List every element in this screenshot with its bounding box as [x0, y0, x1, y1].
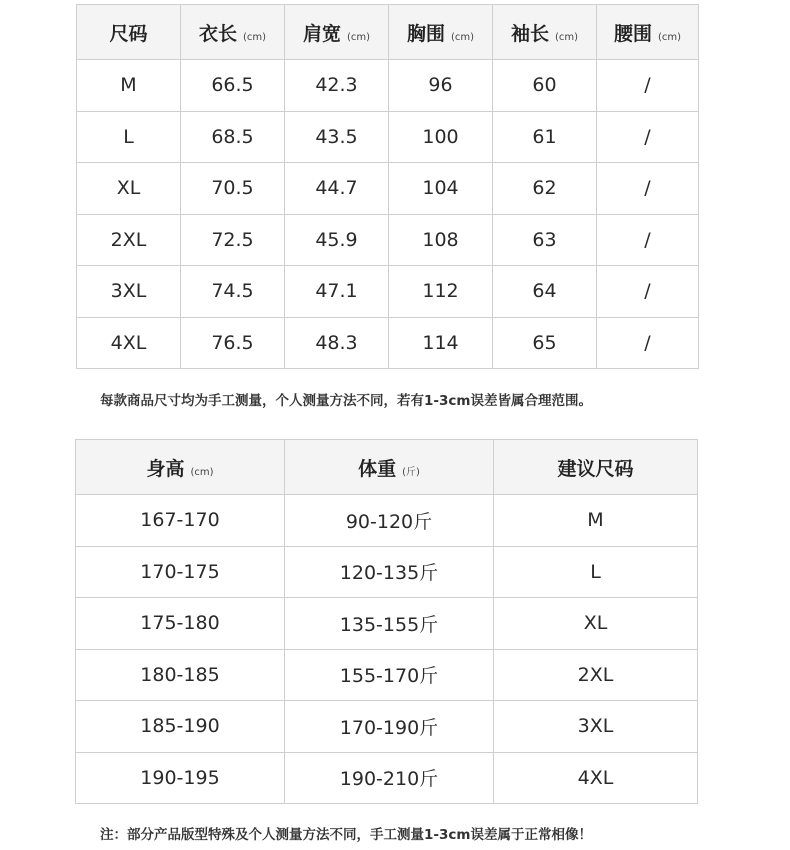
table-row	[77, 317, 699, 369]
header-height: 身高 (cm)	[76, 440, 285, 495]
table-row	[76, 598, 698, 650]
cell-recommended-size: 2XL	[494, 649, 698, 701]
cell-chest: 100	[389, 111, 493, 163]
cell-length: 66.5	[181, 60, 285, 112]
cell-sleeve: 62	[493, 163, 597, 215]
cell-shoulder: 48.3	[285, 317, 389, 369]
cell-shoulder: 45.9	[285, 214, 389, 266]
disclaimer-note: 注：部分产品版型特殊及个人测量方法不同，手工测量1-3cm误差属于正常相像！	[100, 827, 592, 843]
table-row	[76, 495, 698, 547]
measurement-note: 每款商品尺寸均为手工测量，个人测量方法不同，若有1-3cm误差皆属合理范围。	[100, 393, 592, 409]
cell-chest: 114	[389, 317, 493, 369]
cell-waist: /	[597, 317, 699, 369]
cell-recommended-size: L	[494, 546, 698, 598]
table-row	[76, 649, 698, 701]
cell-height: 185-190	[76, 701, 285, 753]
table-row	[77, 111, 699, 163]
cell-height: 167-170	[76, 495, 285, 547]
header-recommended-size: 建议尺码	[494, 440, 698, 495]
cell-size: 4XL	[77, 317, 181, 369]
cell-waist: /	[597, 163, 699, 215]
cell-shoulder: 43.5	[285, 111, 389, 163]
cell-size: 3XL	[77, 266, 181, 318]
cell-weight: 155-170斤	[285, 649, 494, 701]
cell-chest: 104	[389, 163, 493, 215]
cell-weight: 170-190斤	[285, 701, 494, 753]
header-size: 尺码	[77, 5, 181, 60]
cell-size: L	[77, 111, 181, 163]
cell-weight: 90-120斤	[285, 495, 494, 547]
table-row	[77, 214, 699, 266]
cell-length: 74.5	[181, 266, 285, 318]
size-chart-table	[76, 4, 699, 369]
table-row	[76, 752, 698, 804]
header-chest: 胸围 (cm)	[389, 5, 493, 60]
table-row	[77, 163, 699, 215]
cell-shoulder: 42.3	[285, 60, 389, 112]
cell-chest: 108	[389, 214, 493, 266]
cell-height: 180-185	[76, 649, 285, 701]
table-row	[77, 266, 699, 318]
table-row	[76, 701, 698, 753]
table-row	[77, 60, 699, 112]
cell-sleeve: 65	[493, 317, 597, 369]
cell-size: XL	[77, 163, 181, 215]
cell-weight: 190-210斤	[285, 752, 494, 804]
header-length: 衣长 (cm)	[181, 5, 285, 60]
cell-size: M	[77, 60, 181, 112]
cell-recommended-size: 3XL	[494, 701, 698, 753]
header-weight: 体重 (斤)	[285, 440, 494, 495]
header-sleeve: 袖长 (cm)	[493, 5, 597, 60]
cell-recommended-size: M	[494, 495, 698, 547]
cell-chest: 112	[389, 266, 493, 318]
cell-sleeve: 61	[493, 111, 597, 163]
cell-length: 68.5	[181, 111, 285, 163]
cell-height: 170-175	[76, 546, 285, 598]
cell-recommended-size: XL	[494, 598, 698, 650]
table-row	[76, 546, 698, 598]
cell-sleeve: 60	[493, 60, 597, 112]
cell-length: 76.5	[181, 317, 285, 369]
cell-size: 2XL	[77, 214, 181, 266]
cell-length: 70.5	[181, 163, 285, 215]
cell-height: 175-180	[76, 598, 285, 650]
cell-height: 190-195	[76, 752, 285, 804]
cell-sleeve: 63	[493, 214, 597, 266]
cell-chest: 96	[389, 60, 493, 112]
cell-weight: 120-135斤	[285, 546, 494, 598]
cell-waist: /	[597, 266, 699, 318]
cell-waist: /	[597, 214, 699, 266]
size-recommendation-table	[75, 439, 698, 804]
cell-length: 72.5	[181, 214, 285, 266]
cell-shoulder: 47.1	[285, 266, 389, 318]
cell-recommended-size: 4XL	[494, 752, 698, 804]
header-shoulder: 肩宽 (cm)	[285, 5, 389, 60]
cell-shoulder: 44.7	[285, 163, 389, 215]
header-waist: 腰围 (cm)	[597, 5, 699, 60]
cell-waist: /	[597, 60, 699, 112]
recommend-header-row	[76, 440, 698, 495]
cell-sleeve: 64	[493, 266, 597, 318]
cell-waist: /	[597, 111, 699, 163]
size-chart-header-row	[77, 5, 699, 60]
cell-weight: 135-155斤	[285, 598, 494, 650]
